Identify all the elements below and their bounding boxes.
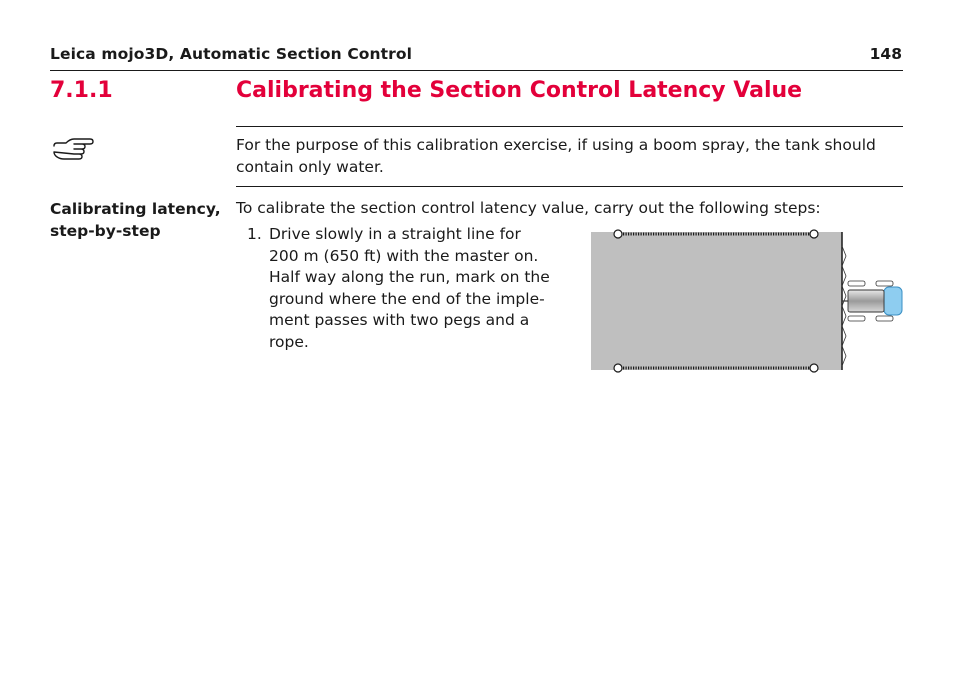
step-text: Drive slowly in a straight line for 200 m (650 ft) with the master on. Half way along the run, mark on the ground where the end of the imple- ment passes with two pegs and a rope. (269, 225, 550, 351)
procedure-intro: To calibrate the section control latency value, carry out the following steps: (236, 199, 821, 217)
tractor-wheel (876, 281, 893, 286)
pointing-hand-icon (52, 136, 94, 162)
page-number: 148 (869, 45, 902, 63)
field-area (591, 232, 842, 370)
running-header-title: Leica mojo3D, Automatic Section Control (50, 45, 413, 63)
tractor (842, 281, 902, 321)
peg-bottom-left (614, 364, 622, 372)
section-title: Calibrating the Section Control Latency Value (236, 78, 803, 103)
calibration-field-figure (590, 226, 904, 374)
note-text: For the purpose of this calibration exercise, if using a boom spray, the tank should contain only water. (236, 136, 876, 176)
spray-tank (848, 290, 884, 312)
note-rule-top (236, 126, 903, 127)
step-number: 1. (247, 225, 262, 243)
tractor-wheel (876, 316, 893, 321)
tractor-wheel (848, 316, 865, 321)
peg-top-right (810, 230, 818, 238)
peg-top-left (614, 230, 622, 238)
header-rule (50, 70, 903, 71)
tractor-cab (884, 287, 902, 315)
note-rule-bottom (236, 186, 903, 187)
peg-bottom-right (810, 364, 818, 372)
tractor-wheel (848, 281, 865, 286)
section-number: 7.1.1 (50, 78, 113, 103)
side-label: Calibrating latency, step-by-step (50, 200, 221, 240)
